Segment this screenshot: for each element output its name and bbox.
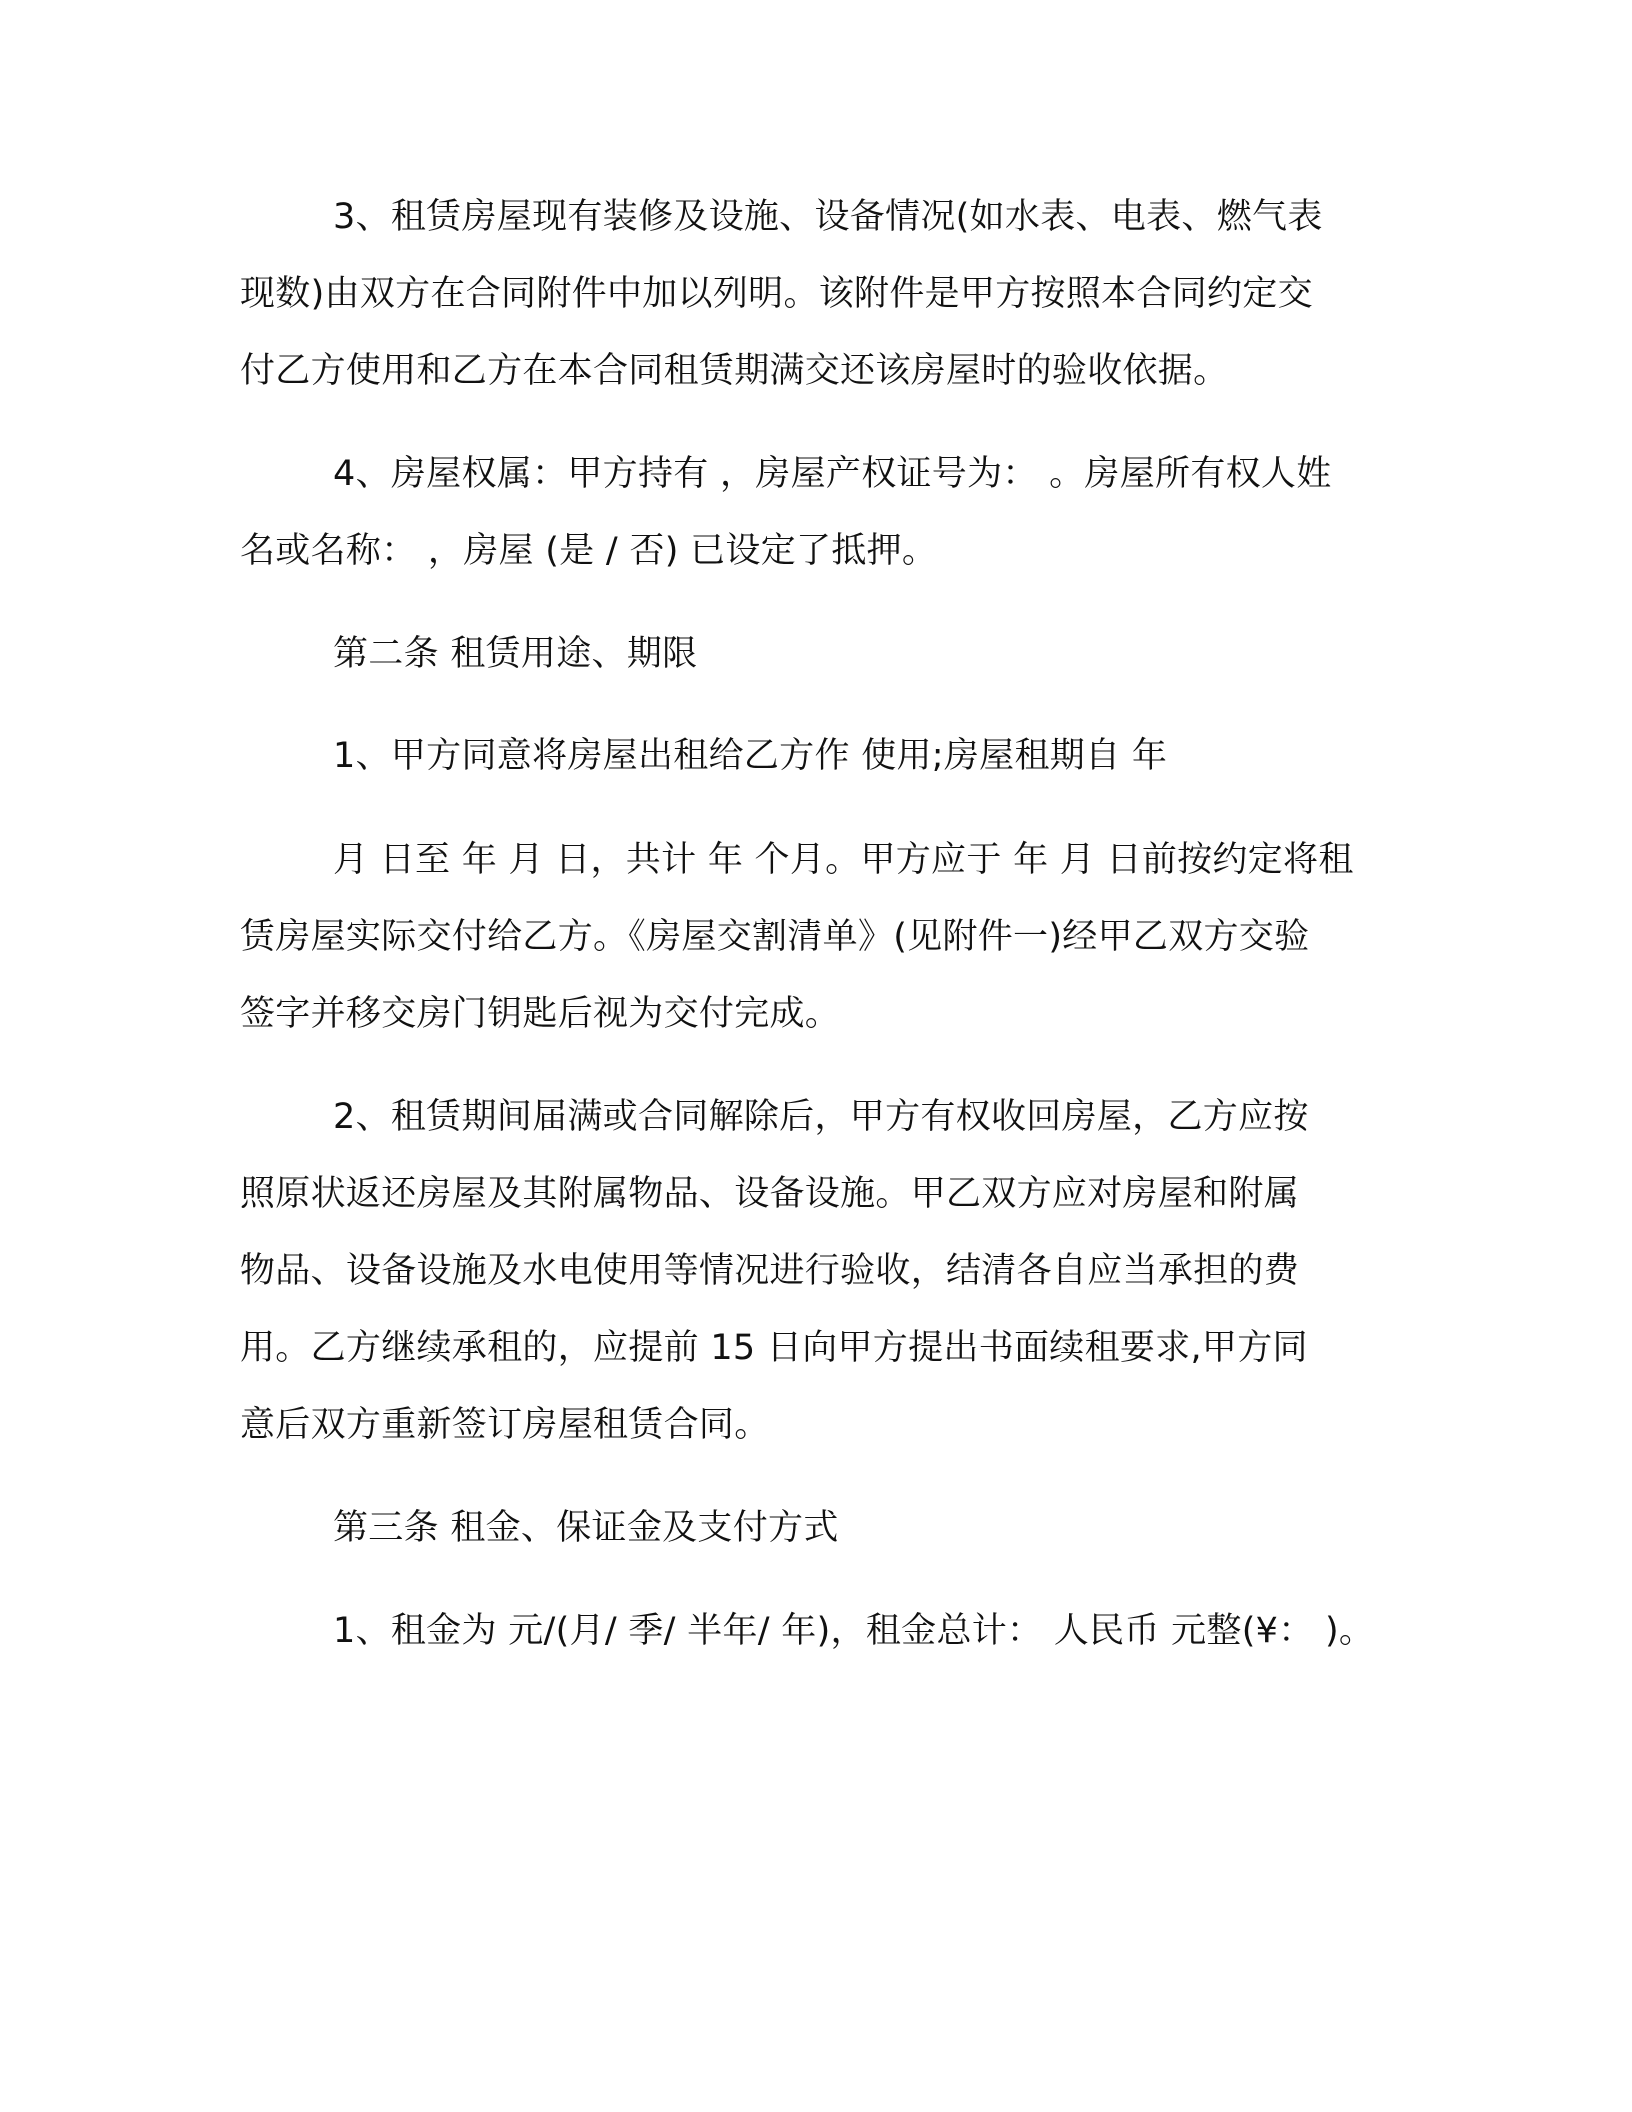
- paragraph-line: 名或名称： ，房屋 (是 / 否) 已设定了抵押。: [240, 531, 938, 571]
- paragraph-line: 付乙方使用和乙方在本合同租赁期满交还该房屋时的验收依据。: [240, 351, 1229, 391]
- paragraph-line: 现数)由双方在合同附件中加以列明。该附件是甲方按照本合同约定交: [240, 274, 1313, 314]
- paragraph-line: 签字并移交房门钥匙后视为交付完成。: [240, 994, 841, 1034]
- paragraph-line: 物品、设备设施及水电使用等情况进行验收，结清各自应当承担的费: [240, 1251, 1300, 1291]
- article-heading: 第二条 租赁用途、期限: [333, 634, 698, 674]
- paragraph-line: 用。乙方继续承租的，应提前 15 日向甲方提出书面续租要求,甲方同: [240, 1328, 1308, 1368]
- paragraph-line: 照原状返还房屋及其附属物品、设备设施。甲乙双方应对房屋和附属: [240, 1174, 1300, 1214]
- paragraph-line: 赁房屋实际交付给乙方。《房屋交割清单》(见附件一)经甲乙双方交验: [240, 917, 1310, 957]
- paragraph-line: 月 日至 年 月 日，共计 年 个月。甲方应于 年 月 日前按约定将租: [333, 840, 1354, 880]
- paragraph-line: 3、租赁房屋现有装修及设施、设备情况(如水表、电表、燃气表: [333, 197, 1323, 237]
- paragraph-line: 2、租赁期间届满或合同解除后，甲方有权收回房屋，乙方应按: [333, 1097, 1309, 1137]
- paragraph-line: 意后双方重新签订房屋租赁合同。: [240, 1405, 770, 1445]
- paragraph-line: 1、甲方同意将房屋出租给乙方作 使用;房屋租期自 年: [333, 736, 1168, 776]
- paragraph-line: 4、房屋权属：甲方持有 ，房屋产权证号为： 。房屋所有权人姓: [333, 454, 1332, 494]
- article-heading: 第三条 租金、保证金及支付方式: [333, 1508, 839, 1548]
- paragraph-line: 1、租金为 元/(月/ 季/ 半年/ 年)，租金总计： 人民币 元整(¥： )。: [333, 1611, 1375, 1651]
